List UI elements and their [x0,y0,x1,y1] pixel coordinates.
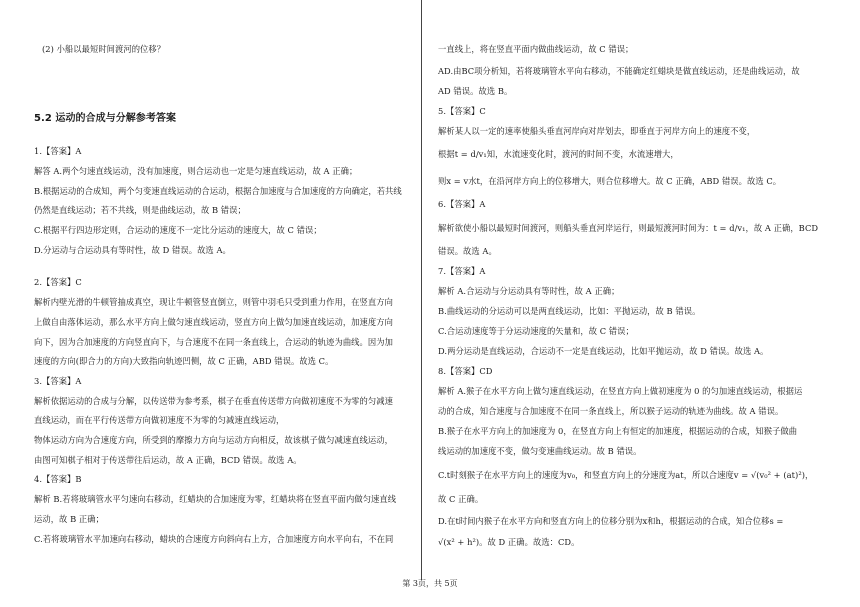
answer-8-line: 动的合成，知合速度与合加速度不在同一条直线上，所以猴子运动的轨迹为曲线。故 A 错误。 [438,406,784,416]
answer-6-label: 6.【答案】A [438,199,486,209]
answer-4-label: 4.【答案】B [34,474,82,484]
answer-4-cont-line: 一直线上，将在竖直平面内做曲线运动，故 C 错误； [438,44,634,54]
answer-5-label: 5.【答案】C [438,106,486,116]
answer-2-line: 上做自由落体运动，那么水平方向上做匀速直线运动，竖直方向上做匀加速直线运动，加速度方向 [34,317,393,327]
answer-4-line: 运动，故 B 正确； [34,514,104,524]
answer-3-label: 3.【答案】A [34,376,82,386]
answer-4-line: C.若将玻璃管水平加速向右移动，蜡块的合速度方向斜向右上方，合加速度方向水平向右，不在同 [34,534,394,544]
answer-5-line: 则x = v水t，在沿河岸方向上的位移增大，则合位移增大。故 C 正确，ABD 错误。故选 C。 [438,176,782,186]
answer-4-line: 解析 B.若将玻璃管水平匀速向右移动，红蜡块的合加速度为零，红蜡块将在竖直平面内做匀速直线 [34,494,397,504]
answer-8-line: 线运动的加速度不变，做匀变速曲线运动。故 B 错误。 [438,446,642,456]
answer-8-label: 8.【答案】CD [438,366,493,376]
answer-3-line: 物体运动方向为合速度方向，所受到的摩擦力方向与运动方向相反，故该棋子做匀减速直线运动， [34,435,393,445]
section-title: 5.2 运动的合成与分解参考答案 [34,113,176,124]
answer-1-label: 1.【答案】A [34,146,82,156]
answer-5-line: 解析某人以一定的速率使船头垂直河岸向对岸划去，即垂直于河岸方向上的速度不变， [438,126,756,136]
answer-4-cont-line: AD 错误。故选 B。 [438,86,513,96]
answer-1-line: 解答 A.两个匀速直线运动，没有加速度，则合运动也一定是匀速直线运动，故 A 正确； [34,166,358,176]
answer-6-line: 解析欲使小船以最短时间渡河，则船头垂直河岸运行，则最短渡河时间为：t = d/v₁，故 A 正确，BCD [438,223,819,233]
page-footer: 第 3页，共 5页 [402,579,458,588]
answer-1-line: C.根据平行四边形定则，合运动的速度不一定比分运动的速度大，故 C 错误； [34,225,322,235]
column-divider [421,0,422,580]
answer-7-line: C.合运动速度等于分运动速度的矢量和，故 C 错误； [438,326,634,336]
answer-7-line: B.曲线运动的分运动可以是两直线运动，比如：平抛运动，故 B 错误。 [438,306,701,316]
answer-4-cont-line: AD.由BC项分析知，若将玻璃管水平向右移动，不能确定红蜡块是做直线运动，还是曲线运动，故 [438,66,800,76]
answer-1-line: D.分运动与合运动具有等时性，故 D 错误。故选 A。 [34,245,231,255]
answer-8-line: √(x² + h²)。故 D 正确。故选：CD。 [438,537,580,547]
answer-2-label: 2.【答案】C [34,277,82,287]
answer-2-line: 向下，因为合加速度的方向竖直向下，与合速度不在同一条直线上，合运动的轨迹为曲线。因为加 [34,337,393,347]
answer-8-line: 故 C 正确。 [438,494,484,504]
answer-7-line: D.两分运动是直线运动，合运动不一定是直线运动，比如平抛运动，故 D 错误。故选 A。 [438,346,769,356]
answer-2-line: 速度的方向(即合力的方向)大致指向轨迹凹侧，故 C 正确，ABD 错误。故选 C。 [34,356,334,366]
answer-1-line: 仍然是直线运动；若不共线，则是曲线运动，故 B 错误； [34,205,246,215]
answer-7-line: 解析 A.合运动与分运动具有等时性，故 A 正确； [438,286,620,296]
answer-3-line: 解析依据运动的合成与分解，以传送带为参考系，棋子在垂直传送带方向做初速度不为零的匀减速 [34,396,393,406]
answer-3-line: 直线运动，而在平行传送带方向做初速度不为零的匀减速直线运动， [34,415,285,425]
answer-8-line: D.在t时间内猴子在水平方向和竖直方向上的位移分别为x和h，根据运动的合成，知合位移s = [438,516,784,526]
answer-3-line: 由图可知棋子相对于传送带往后运动，故 A 正确，BCD 错误。故选 A。 [34,455,302,465]
question-tail: (2) 小船以最短时间渡河的位移？ [42,44,166,54]
answer-8-line: B.猴子在水平方向上的加速度为 0，在竖直方向上有恒定的加速度，根据运动的合成，知猴子做曲 [438,426,798,436]
answer-7-label: 7.【答案】A [438,266,486,276]
answer-6-line: 错误。故选 A。 [438,246,497,256]
answer-5-line: 根据t = d/v₁知，水流速变化时，渡河的时间不变，水流速增大， [438,149,679,159]
answer-8-line: 解析 A.猴子在水平方向上做匀速直线运动，在竖直方向上做初速度为 0 的匀加速直线运动，根据运 [438,386,803,396]
answer-2-line: 解析内壁光滑的牛顿管抽成真空，现让牛顿管竖直倒立，则管中羽毛只受到重力作用，在竖直方向 [34,297,393,307]
answer-8-line: C.t时刻猴子在水平方向上的速度为v₀，和竖直方向上的分速度为at，所以合速度v = √(v₀² + (at)²)， [438,470,814,480]
answer-1-line: B.根据运动的合成知，两个匀变速直线运动的合运动，根据合加速度与合加速度的方向确定，若共线 [34,186,402,196]
